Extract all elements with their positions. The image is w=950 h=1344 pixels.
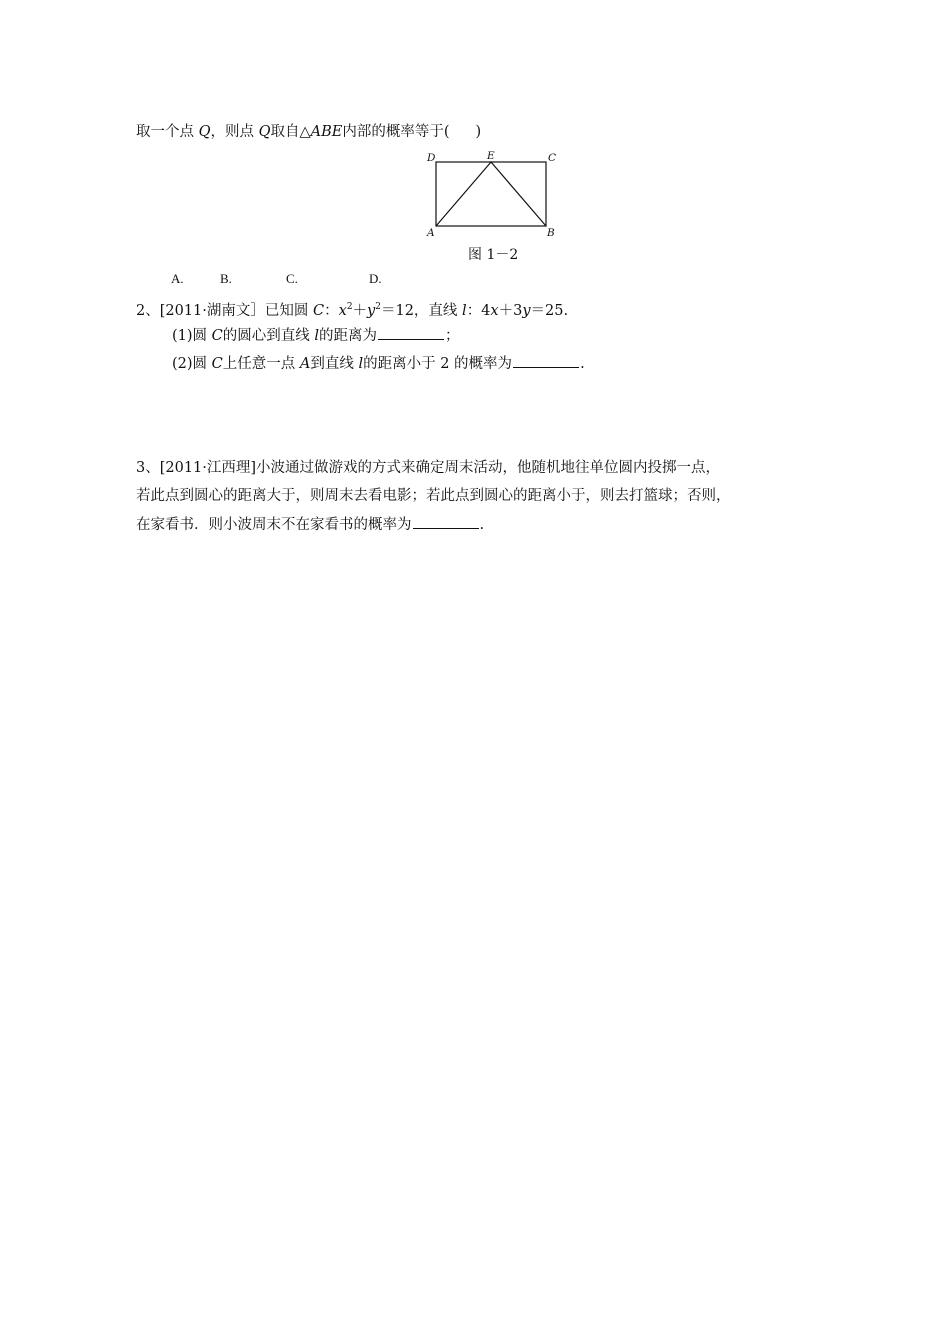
var-c: C: [313, 303, 325, 319]
var-abe: ABE: [310, 124, 343, 140]
var-l: l: [358, 356, 364, 372]
var-y: y: [522, 303, 531, 319]
option-c: C.: [286, 271, 298, 286]
label-d: D: [427, 152, 436, 164]
answer-blank: [413, 514, 479, 529]
var-a: A: [299, 356, 311, 372]
var-c: C: [211, 328, 223, 344]
text: (1)圆: [172, 328, 212, 344]
text: 2、[2011·湖南文］已知圆: [136, 303, 314, 319]
text: 的距离为: [319, 328, 378, 344]
answer-blank: [513, 353, 579, 368]
text: 取一个点: [136, 124, 199, 140]
var-y: y: [367, 303, 376, 319]
option-d: D.: [369, 271, 382, 286]
q2-sub2: [172, 353, 585, 374]
label-c: C: [548, 152, 557, 164]
text: ＝12，直线: [380, 303, 463, 319]
text: .: [479, 517, 485, 533]
var-q: Q: [258, 124, 271, 140]
text: 到直线: [310, 356, 359, 372]
text: (2)圆: [172, 356, 212, 372]
text: ＝25.: [530, 303, 569, 319]
exponent: 2: [375, 302, 381, 312]
q3-line2: 若此点到圆心的距离大于，则周末去看电影；若此点到圆心的距离小于，则去打篮球；否则，: [136, 488, 731, 504]
var-x: x: [490, 303, 499, 319]
label-b: B: [547, 227, 555, 239]
label-e: E: [487, 150, 495, 162]
text: 上任意一点: [222, 356, 300, 372]
text: 取自△: [270, 124, 311, 140]
var-x: x: [338, 303, 347, 319]
rectangle-figure: [420, 150, 570, 240]
var-c: C: [211, 356, 223, 372]
var-l: l: [314, 328, 320, 344]
text: .: [580, 356, 585, 372]
answer-blank: [378, 325, 444, 340]
text: 的圆心到直线: [222, 328, 315, 344]
q2-sub1: [172, 325, 460, 346]
figure-caption: 图 1－2: [468, 247, 519, 263]
option-b: B.: [220, 271, 232, 286]
text: ；: [445, 328, 460, 344]
text: ): [475, 124, 482, 140]
var-q: Q: [198, 124, 211, 140]
text: ：: [324, 303, 339, 319]
text: ：4: [466, 303, 491, 319]
text: ＋: [352, 303, 368, 319]
exponent: 2: [346, 302, 353, 312]
triangle-abe: [436, 162, 546, 226]
q1-line: [136, 122, 481, 142]
q3-line3: [136, 514, 484, 535]
text: ＋3: [498, 303, 523, 319]
text: 在家看书．则小波周末不在家看书的概率为: [136, 517, 412, 533]
text: ，则点: [210, 124, 259, 140]
text: 内部的概率等于(: [342, 124, 450, 140]
rectangle-abcd: [436, 162, 546, 226]
var-l: l: [462, 303, 467, 319]
text: 的距离小于 2 的概率为: [363, 356, 513, 372]
q2-stem: [136, 297, 568, 321]
q3-line1: 3、[2011·江西理]小波通过做游戏的方式来确定周末活动，他随机地往单位圆内投掷一点，: [136, 460, 721, 476]
option-a: A.: [171, 271, 184, 286]
label-a: A: [427, 227, 435, 239]
